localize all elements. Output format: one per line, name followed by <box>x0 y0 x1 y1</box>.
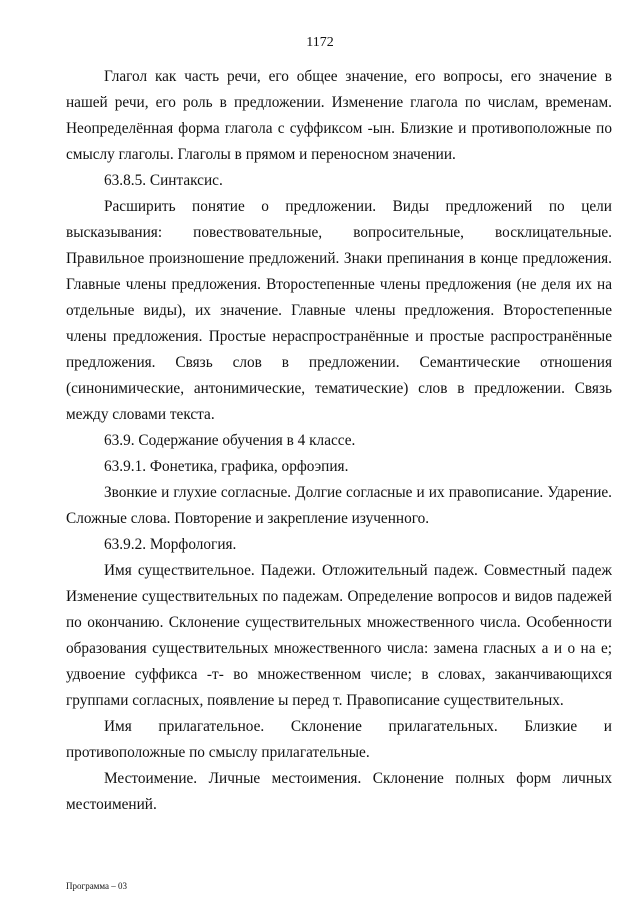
section-heading-morphology: 63.9.2. Морфология. <box>104 536 237 553</box>
paragraph-adjective: Имя прилагательное. Склонение прилагательных. Близкие и противоположные по смыслу прилагательные. <box>66 718 612 761</box>
paragraph-pronoun: Местоимение. Личные местоимения. Склонение полных форм личных местоимений. <box>66 770 612 813</box>
paragraph-phonetics: Звонкие и глухие согласные. Долгие согласные и их правописание. Ударение. Сложные слова. Повторение и закрепление изученного. <box>66 484 612 527</box>
footer-label: Программа – 03 <box>66 881 128 891</box>
page-number: 1172 <box>306 35 334 50</box>
section-heading-grade4: 63.9. Содержание обучения в 4 классе. <box>104 432 356 449</box>
section-heading-phonetics: 63.9.1. Фонетика, графика, орфоэпия. <box>104 458 349 475</box>
section-heading-syntax: 63.8.5. Синтаксис. <box>104 172 223 189</box>
paragraph-verb: Глагол как часть речи, его общее значение, его вопросы, его значение в нашей речи, его роль в предложении. Изменение глагола по числам, временам. Неопределённая форма глагола с суффиксом -ын. Близкие и противоположные по смыслу глаголы. Глаголы в прямом и переносном значении. <box>66 68 612 163</box>
paragraph-syntax: Расширить понятие о предложении. Виды предложений по цели высказывания: повествовательные, вопросительные, восклицательные. Правильное произношение предложений. Знаки препинания в конце предложения. Главные члены предложения. Второстепенные члены предложения (не деля их на отдельные виды), их значение. Главные члены предложения. Второстепенные члены предложения. Простые нераспространённые и простые распространённые предложения. Связь слов в предложении. Семантические отношения (синонимические, антонимические, тематические) слов в предложении. Связь между словами текста. <box>66 198 612 423</box>
document-body <box>66 64 612 818</box>
paragraph-noun: Имя существительное. Падежи. Отложительный падеж. Совместный падеж Изменение существительных по падежам. Определение вопросов и видов падежей по окончанию. Склонение существительных множественного числа. Особенности образования существительных множественного числа: замена гласных а и о на е; удвоение суффикса -т- во множественном числе; в словах, заканчивающихся группами согласных, появление ы перед т. Правописание существительных. <box>66 562 612 709</box>
